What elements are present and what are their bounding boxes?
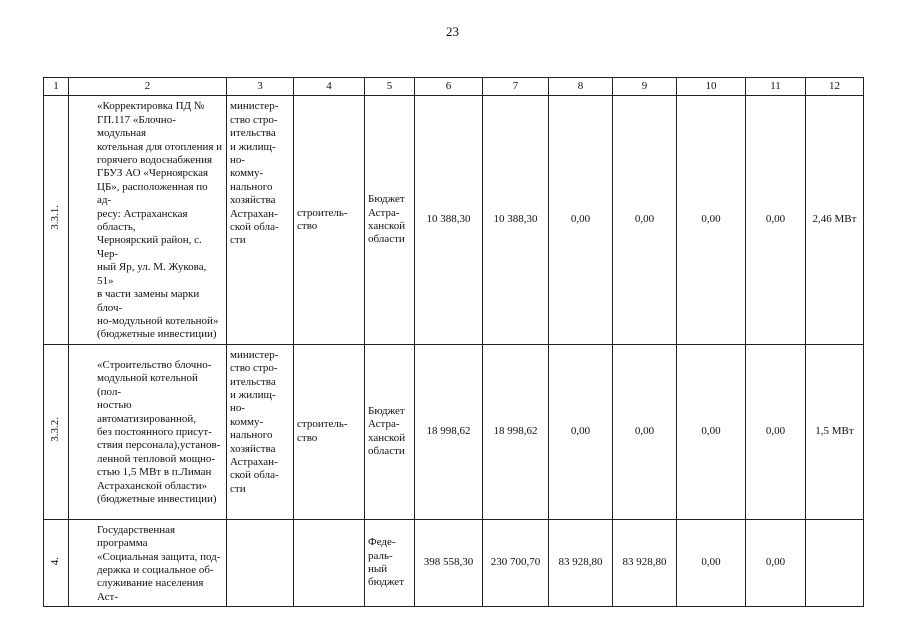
text-line: ГБУЗ АО «Черноярская <box>97 167 209 180</box>
text-line: модульной котельной (пол- <box>97 372 198 398</box>
text-line: области <box>368 233 405 246</box>
value-cell-8: 0,00 <box>549 344 613 519</box>
text-line: нального <box>230 180 273 193</box>
text-line: министер- <box>230 348 279 361</box>
text-line: ствия персонала),установ- <box>97 439 221 452</box>
text-line: Астра- <box>368 206 400 219</box>
text-line: хозяйства <box>230 442 276 455</box>
text-line: ительства <box>230 127 276 140</box>
text-line: котельная для отопления и <box>97 140 223 153</box>
text-line: Государственная программа <box>97 523 176 550</box>
text-line: и жилищ- <box>230 388 276 401</box>
value-cell-12: 1,5 МВт <box>806 344 864 519</box>
text-line: ный Яр, ул. М. Жукова, 51» <box>97 261 207 287</box>
text-line: ительства <box>230 375 276 388</box>
text-line: строитель- <box>297 418 348 431</box>
row-id: 3.3.1. <box>49 205 62 231</box>
text-line: ностью автоматизированной, <box>97 399 197 425</box>
text-line: Астраханской области» <box>97 479 208 492</box>
table-row <box>44 96 864 344</box>
value-cell-12: 2,46 МВт <box>806 96 864 344</box>
text-line: ГП.117 «Блочно-модульная <box>97 113 176 140</box>
text-line: без постоянного присут- <box>97 426 212 439</box>
text-line: в части замены марки блоч- <box>97 288 200 314</box>
header-cell: 5 <box>365 78 415 96</box>
value-cell-11: 0,00 <box>746 519 806 606</box>
value-cell-12 <box>806 519 864 606</box>
value-cell-10: 0,00 <box>677 344 746 519</box>
source-cell <box>365 96 415 344</box>
text-line: ЦБ», расположенная по ад- <box>97 180 208 207</box>
header-cell: 6 <box>415 78 483 96</box>
row-id: 4. <box>49 556 62 566</box>
text-line: ской обла- <box>230 221 279 234</box>
text-line: но- <box>230 154 246 167</box>
value-cell-8: 83 928,80 <box>549 519 613 606</box>
header-cell: 3 <box>227 78 294 96</box>
text-line: «Строительство блочно- <box>97 358 212 371</box>
text-line: Астра- <box>368 418 400 431</box>
value-cell-8: 0,00 <box>549 96 613 344</box>
page-number: 23 <box>446 24 459 39</box>
text-line: ской обла- <box>230 469 279 482</box>
value-cell-7: 230 700,70 <box>483 519 549 606</box>
text-line: держка и социальное об- <box>97 563 214 576</box>
text-line: области <box>368 445 405 458</box>
text-line: «Социальная защита, под- <box>97 550 221 563</box>
header-cell: 12 <box>806 78 864 96</box>
text-line: ленной тепловой мощно- <box>97 452 216 465</box>
description-cell <box>69 96 227 344</box>
header-cell: 8 <box>549 78 613 96</box>
description-cell <box>69 519 227 606</box>
text-line: нального <box>230 429 273 442</box>
text-line: но- <box>230 402 246 415</box>
purpose-cell <box>294 344 365 519</box>
value-cell-10: 0,00 <box>677 96 746 344</box>
text-line: ханской <box>368 220 406 233</box>
header-cell: 10 <box>677 78 746 96</box>
text-line: и жилищ- <box>230 140 276 153</box>
value-cell-7: 18 998,62 <box>483 344 549 519</box>
executor-cell <box>227 96 294 344</box>
program-table <box>43 77 864 607</box>
source-cell <box>365 519 415 606</box>
text-line: горячего водоснабжения <box>97 154 213 167</box>
text-line: служивание населения Аст- <box>97 577 204 603</box>
text-line: сти <box>230 482 246 495</box>
table-row <box>44 519 864 606</box>
header-cell: 2 <box>69 78 227 96</box>
row-id-cell <box>44 344 69 519</box>
value-cell-7: 10 388,30 <box>483 96 549 344</box>
value-cell-10: 0,00 <box>677 519 746 606</box>
text-line: (бюджетные инвестиции) <box>97 493 217 506</box>
row-id: 3.3.2. <box>49 417 62 442</box>
text-line: раль- <box>368 549 393 562</box>
text-line: ство стро- <box>230 362 278 375</box>
text-line: Астрахан- <box>230 207 278 220</box>
text-line: сти <box>230 234 246 247</box>
text-line: Астрахан- <box>230 455 278 468</box>
value-cell-9: 0,00 <box>613 96 677 344</box>
text-line: ство <box>297 431 318 444</box>
text-line: Бюджет <box>368 404 405 417</box>
source-cell <box>365 344 415 519</box>
value-cell-9: 83 928,80 <box>613 519 677 606</box>
text-line: стью 1,5 МВт в п.Лиман <box>97 466 212 479</box>
text-line: ный <box>368 562 388 575</box>
text-line: ство стро- <box>230 113 278 126</box>
header-cell: 4 <box>294 78 365 96</box>
header-cell: 9 <box>613 78 677 96</box>
table-row <box>44 344 864 519</box>
value-cell-6: 398 558,30 <box>415 519 483 606</box>
text-line: строитель- <box>297 206 348 219</box>
text-line: ство <box>297 220 318 233</box>
purpose-cell <box>294 96 365 344</box>
text-line: Черноярский район, с. Чер- <box>97 234 202 260</box>
executor-cell <box>227 519 294 606</box>
row-id-cell <box>44 96 69 344</box>
header-cell: 1 <box>44 78 69 96</box>
text-line: Бюджет <box>368 193 405 206</box>
value-cell-9: 0,00 <box>613 344 677 519</box>
purpose-cell <box>294 519 365 606</box>
description-cell <box>69 344 227 519</box>
text-line: бюджет <box>368 576 404 589</box>
text-line: «Корректировка ПД № <box>97 100 205 113</box>
text-line: хозяйства <box>230 194 276 207</box>
row-id-cell <box>44 519 69 606</box>
text-line: ханской <box>368 431 406 444</box>
text-line: но-модульной котельной» <box>97 314 219 327</box>
executor-cell <box>227 344 294 519</box>
value-cell-6: 10 388,30 <box>415 96 483 344</box>
text-line: Феде- <box>368 536 396 549</box>
text-line: министер- <box>230 100 279 113</box>
text-line: комму- <box>230 167 264 180</box>
header-row <box>44 78 864 96</box>
header-cell: 7 <box>483 78 549 96</box>
value-cell-11: 0,00 <box>746 96 806 344</box>
value-cell-6: 18 998,62 <box>415 344 483 519</box>
header-cell: 11 <box>746 78 806 96</box>
text-line: (бюджетные инвестиции) <box>97 328 217 341</box>
text-line: комму- <box>230 415 264 428</box>
text-line: ресу: Астраханская область, <box>97 207 188 234</box>
value-cell-11: 0,00 <box>746 344 806 519</box>
